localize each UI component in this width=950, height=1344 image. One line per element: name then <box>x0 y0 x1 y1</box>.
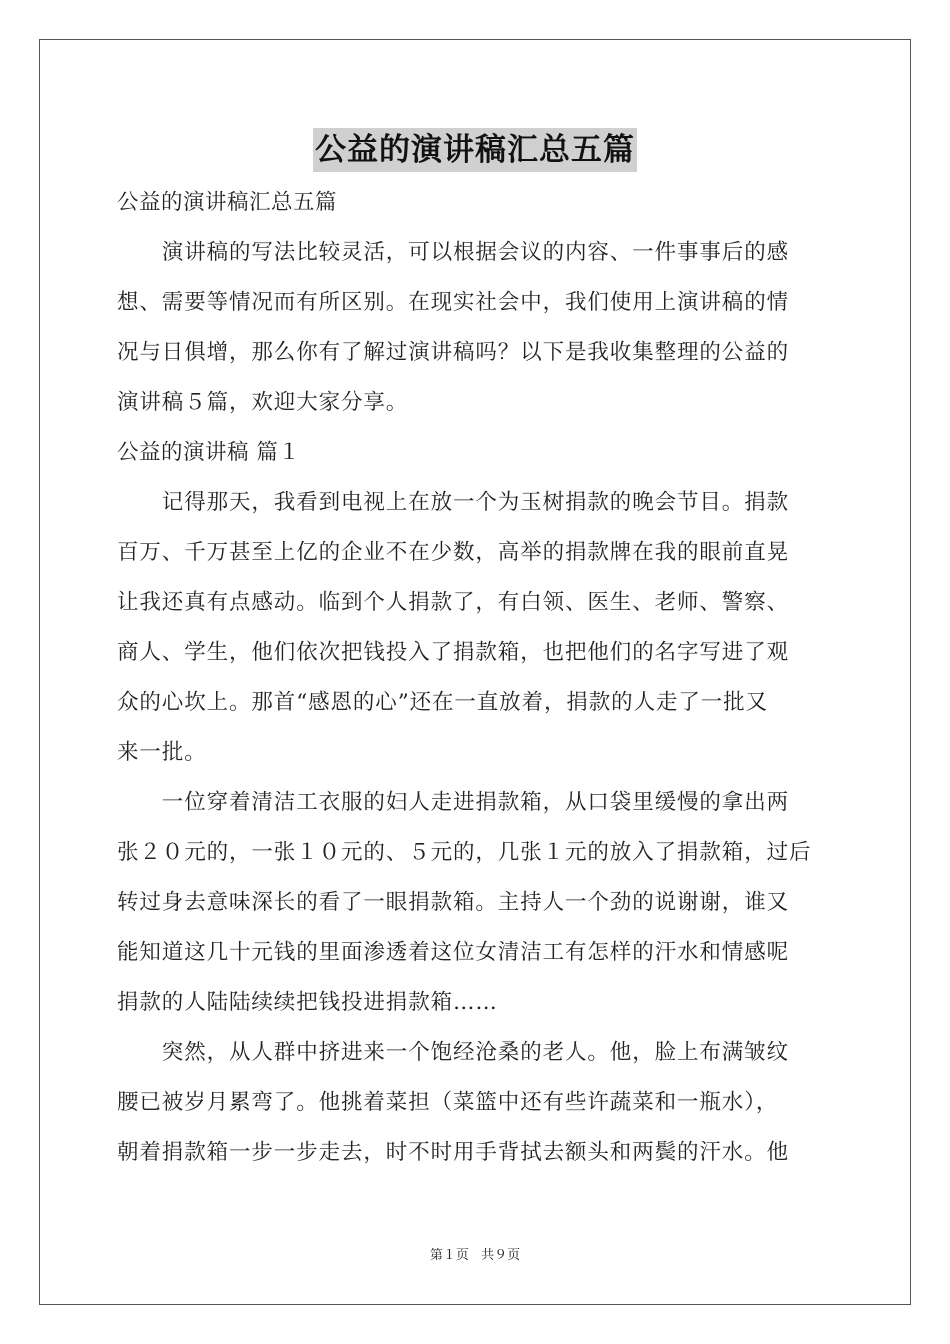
text-line: 能知道这几十元钱的里面渗透着这位女清洁工有怎样的汗水和情感呢 <box>117 940 790 965</box>
page-total: 共９页 <box>481 1248 521 1263</box>
text-line: 来一批。 <box>117 740 207 765</box>
text-line: 想、需要等情况而有所区别。在现实社会中，我们使用上演讲稿的情 <box>117 290 790 315</box>
text-line: 商人、学生，他们依次把钱投入了捐款箱，也把他们的名字写进了观 <box>117 640 790 665</box>
text-line: 转过身去意味深长的看了一眼捐款箱。主持人一个劲的说谢谢，谁又 <box>117 890 790 915</box>
text-line: 突然，从人群中挤进来一个饱经沧桑的老人。他，脸上布满皱纹 <box>117 1040 790 1065</box>
text-line: 况与日俱增，那么你有了解过演讲稿吗？以下是我收集整理的公益的 <box>117 340 790 365</box>
text-line: 捐款的人陆陆续续把钱投进捐款箱…… <box>117 990 498 1015</box>
text-line: 演讲稿的写法比较灵活，可以根据会议的内容、一件事事后的感 <box>117 240 790 265</box>
subtitle-line: 公益的演讲稿汇总五篇 <box>117 190 338 215</box>
text-line: 腰已被岁月累弯了。他挑着菜担（菜篮中还有些许蔬菜和一瓶水）， <box>117 1090 779 1115</box>
text-line: 让我还真有点感动。临到个人捐款了，有白领、医生、老师、警察、 <box>117 590 790 615</box>
text-line: 记得那天，我看到电视上在放一个为玉树捐款的晚会节目。捐款 <box>117 490 790 515</box>
text-line: 一位穿着清洁工衣服的妇人走进捐款箱，从口袋里缓慢的拿出两 <box>117 790 790 815</box>
document-body <box>117 178 832 1178</box>
page-footer <box>0 1244 950 1263</box>
text-line: 众的心坎上。那首“感恩的心”还在一直放着，捐款的人走了一批又 <box>117 690 768 715</box>
text-line: 张２０元的，一张１０元的、５元的，几张１元的放入了捐款箱，过后 <box>117 840 812 865</box>
document-title: 公益的演讲稿汇总五篇 <box>313 128 637 172</box>
page-number: 第１页 <box>429 1248 469 1263</box>
section-heading: 公益的演讲稿 篇１ <box>117 440 301 465</box>
text-line: 朝着捐款箱一步一步走去，时不时用手背拭去额头和两鬓的汗水。他 <box>117 1140 790 1165</box>
text-line: 演讲稿５篇，欢迎大家分享。 <box>117 390 409 415</box>
text-line: 百万、千万甚至上亿的企业不在少数，高举的捐款牌在我的眼前直晃 <box>117 540 790 565</box>
document-title-block <box>0 128 950 172</box>
